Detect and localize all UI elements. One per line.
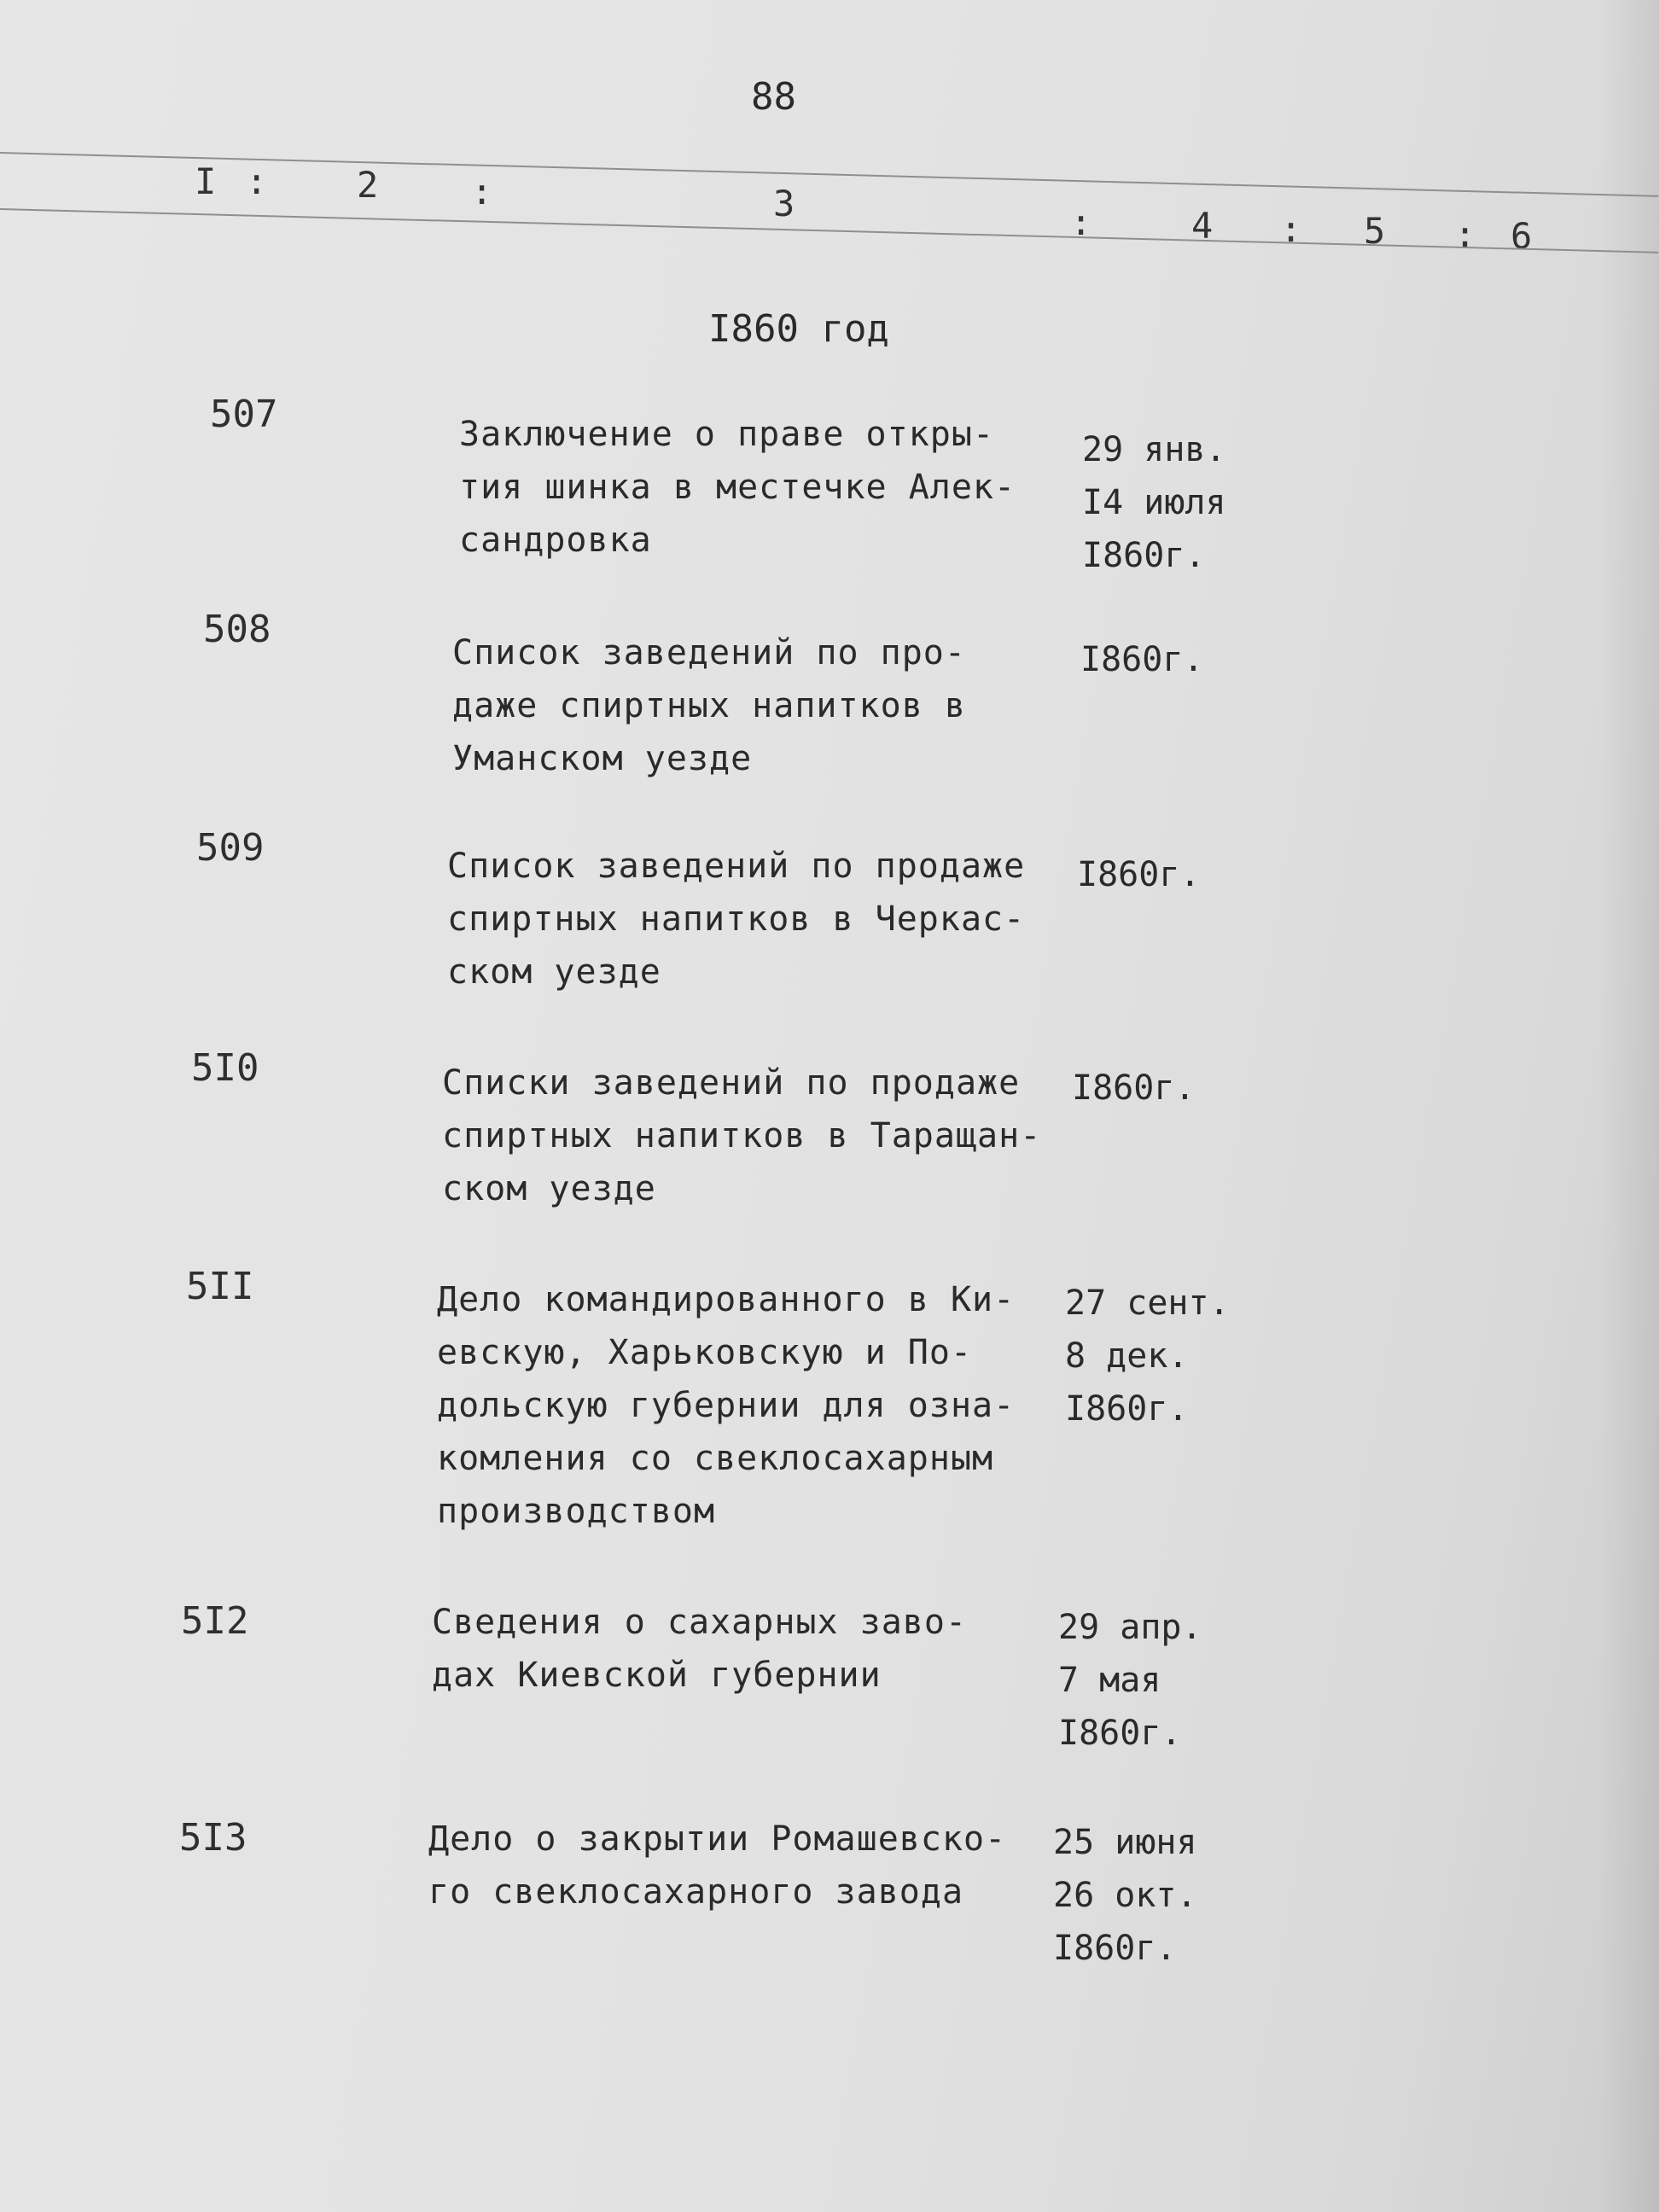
record-title: Заключение о праве откры- тия шинка в местечке Алек- сандровка (459, 415, 1016, 560)
column-header-4: 4 (1191, 205, 1214, 247)
year-heading: I860 год (708, 307, 889, 351)
record-number: 5I3 (179, 1816, 247, 1860)
record-number: 5II (186, 1265, 254, 1308)
record-title: Список заведений по продаже спиртных напитков в Черкас- ском уезде (447, 847, 1026, 992)
record-title: Список заведений по про- даже спиртных напитков в Уманском уезде (452, 633, 966, 778)
column-header-5: 5 (1364, 210, 1386, 252)
record-dates: 29 апр. 7 мая I860г. (1058, 1608, 1202, 1753)
record-dates: 29 янв. I4 июля I860г. (1082, 430, 1226, 575)
record-dates: 27 сент. 8 дек. I860г. (1065, 1284, 1230, 1429)
column-separator: : (471, 171, 493, 212)
record-title: Списки заведений по продаже спиртных напитков в Таращан- ском уезде (442, 1063, 1042, 1208)
column-header-2: 2 (357, 164, 379, 206)
record-number: 508 (203, 608, 271, 651)
column-header-3: 3 (773, 183, 795, 224)
column-separator: : (1070, 201, 1092, 243)
column-separator: : (1454, 213, 1476, 255)
record-dates: I860г. (1072, 1068, 1196, 1108)
record-number: 5I2 (181, 1599, 249, 1643)
record-number: 5I0 (191, 1046, 259, 1090)
column-header-6: 6 (1511, 215, 1533, 257)
header-rule-bottom (0, 208, 1658, 253)
record-title: Дело командированного в Ки- евскую, Харьковскую и По- дольскую губернии для озна- комления со свеклосахарным производством (437, 1280, 1016, 1531)
record-dates: 25 июня 26 окт. I860г. (1053, 1823, 1197, 1968)
record-dates: I860г. (1080, 640, 1204, 679)
record-title: Сведения о сахарных заво- дах Киевской губернии (432, 1603, 968, 1695)
record-number: 507 (210, 393, 278, 436)
page-edge-shadow (1599, 0, 1659, 2212)
column-separator: : (1280, 208, 1302, 250)
page-number: 88 (751, 75, 796, 119)
column-separator: : (246, 160, 268, 202)
record-dates: I860г. (1077, 855, 1201, 894)
column-header-1: I (195, 160, 217, 202)
record-title: Дело о закрытии Ромашевско- го свеклосахарного завода (428, 1819, 1007, 1912)
record-number: 509 (196, 826, 265, 870)
